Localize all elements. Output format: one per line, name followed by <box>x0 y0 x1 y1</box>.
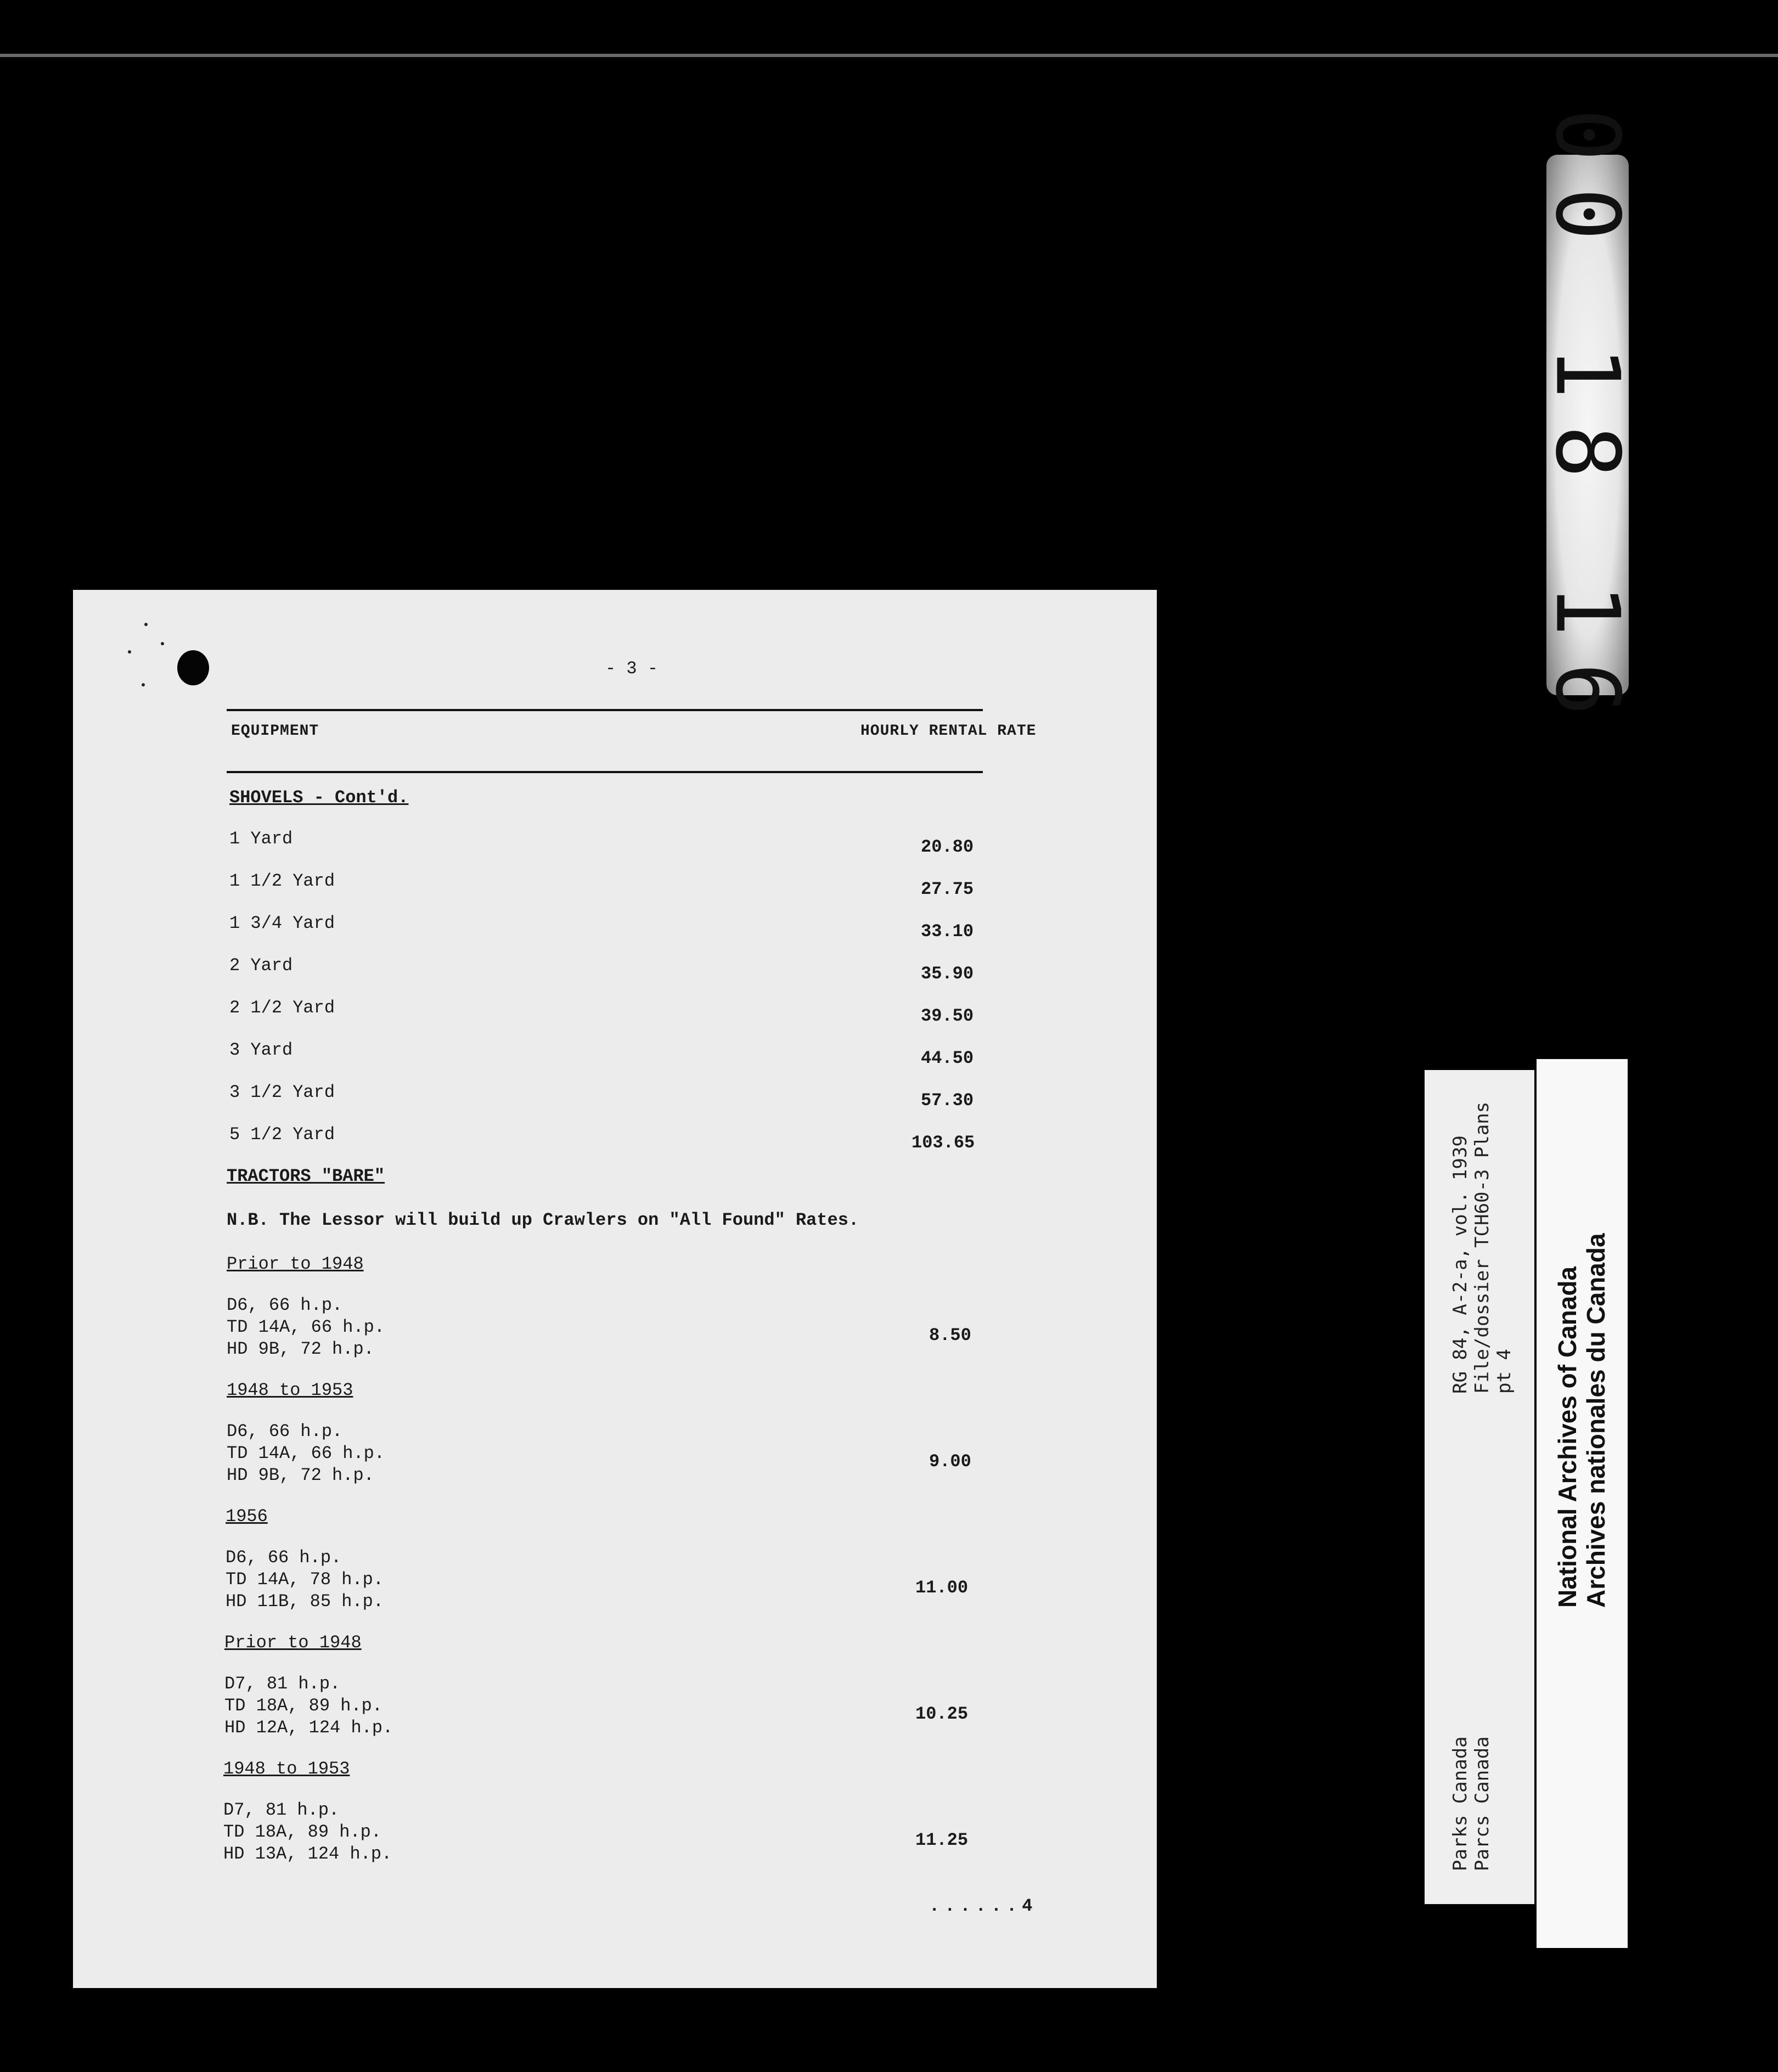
tractor-rate: 9.00 <box>929 1451 971 1472</box>
agency-name-fr: Parcs Canada <box>1471 1736 1493 1871</box>
top-rule <box>227 709 983 711</box>
speck <box>142 683 145 686</box>
tractor-rate: 11.25 <box>915 1830 969 1850</box>
tractor-line: HD 13A, 124 h.p. <box>223 1844 392 1864</box>
shovel-rate: 103.65 <box>911 1133 975 1153</box>
tractor-line: TD 14A, 78 h.p. <box>226 1569 384 1590</box>
file-reference <box>1449 1102 1515 1394</box>
equipment-header: EQUIPMENT <box>231 723 319 740</box>
group-heading: 1956 <box>226 1506 268 1527</box>
shovel-rate: 35.90 <box>921 964 974 984</box>
speck <box>128 650 131 654</box>
agency-name <box>1449 1736 1493 1871</box>
shovel-label: 3 1/2 Yard <box>229 1082 335 1102</box>
film-edge <box>0 54 1778 57</box>
tractor-rate: 8.50 <box>929 1325 971 1345</box>
archives-name-fr: Archives nationales du Canada <box>1582 1233 1610 1608</box>
page-number: - 3 - <box>605 658 659 679</box>
tractor-rate: 11.00 <box>915 1578 969 1598</box>
shovel-rate: 20.80 <box>921 837 974 857</box>
tractor-line: HD 9B, 72 h.p. <box>227 1339 374 1359</box>
tractors-title: TRACTORS "BARE" <box>227 1166 385 1186</box>
shovel-rate: 57.30 <box>921 1090 974 1111</box>
speck <box>144 623 148 626</box>
document-page <box>73 590 1157 1988</box>
speck <box>161 642 164 645</box>
tractor-line: HD 12A, 124 h.p. <box>224 1718 393 1738</box>
tractor-line: D7, 81 h.p. <box>223 1800 340 1820</box>
shovel-label: 2 1/2 Yard <box>229 998 335 1018</box>
ref-line: File/dossier TCH60-3 Plans <box>1471 1101 1493 1394</box>
shovel-rate: 39.50 <box>921 1006 974 1026</box>
tractor-line: D7, 81 h.p. <box>224 1674 341 1694</box>
group-heading: 1948 to 1953 <box>227 1380 353 1400</box>
shovel-label: 3 Yard <box>229 1040 293 1060</box>
shovel-rate: 27.75 <box>921 879 974 899</box>
shovel-label: 2 Yard <box>229 955 293 976</box>
frame-number-strip <box>1536 108 1639 742</box>
shovel-rate: 33.10 <box>921 921 974 942</box>
tractor-line: TD 18A, 89 h.p. <box>223 1822 382 1842</box>
frame-number: 00 18 16 <box>1536 108 1639 742</box>
punch-hole <box>177 650 209 685</box>
tractor-line: TD 18A, 89 h.p. <box>224 1696 383 1716</box>
group-heading: Prior to 1948 <box>227 1254 364 1274</box>
shovel-label: 1 Yard <box>229 829 293 849</box>
shovel-label: 1 1/2 Yard <box>229 871 335 891</box>
shovel-label: 1 3/4 Yard <box>229 913 335 933</box>
agency-name-en: Parks Canada <box>1449 1736 1471 1871</box>
continuation-marker: ......4 <box>929 1896 1038 1916</box>
tractor-line: D6, 66 h.p. <box>227 1421 343 1442</box>
group-heading: Prior to 1948 <box>224 1632 362 1653</box>
shovels-title: SHOVELS - Cont'd. <box>229 787 409 808</box>
tractor-line: D6, 66 h.p. <box>226 1547 342 1568</box>
ref-line: RG 84, A-2-a, vol. 1939 <box>1449 1135 1471 1394</box>
ref-line: pt 4 <box>1493 1349 1515 1394</box>
tractor-line: TD 14A, 66 h.p. <box>227 1443 385 1463</box>
archives-name-en: National Archives of Canada <box>1553 1266 1582 1608</box>
group-heading: 1948 to 1953 <box>223 1759 350 1779</box>
shovel-label: 5 1/2 Yard <box>229 1124 335 1145</box>
tractor-line: TD 14A, 66 h.p. <box>227 1317 385 1337</box>
shovel-rate: 44.50 <box>921 1048 974 1068</box>
tractors-note: N.B. The Lessor will build up Crawlers on "All Found" Rates. <box>227 1210 859 1230</box>
tractor-rate: 10.25 <box>915 1704 969 1724</box>
tractor-line: HD 11B, 85 h.p. <box>226 1591 384 1612</box>
rate-header: HOURLY RENTAL RATE <box>860 723 1037 740</box>
national-archives-stamp <box>1537 1059 1628 1948</box>
tractor-line: D6, 66 h.p. <box>227 1295 343 1315</box>
archive-reference-label <box>1425 1070 1534 1904</box>
header-rule <box>227 771 983 773</box>
tractor-line: HD 9B, 72 h.p. <box>227 1465 374 1485</box>
